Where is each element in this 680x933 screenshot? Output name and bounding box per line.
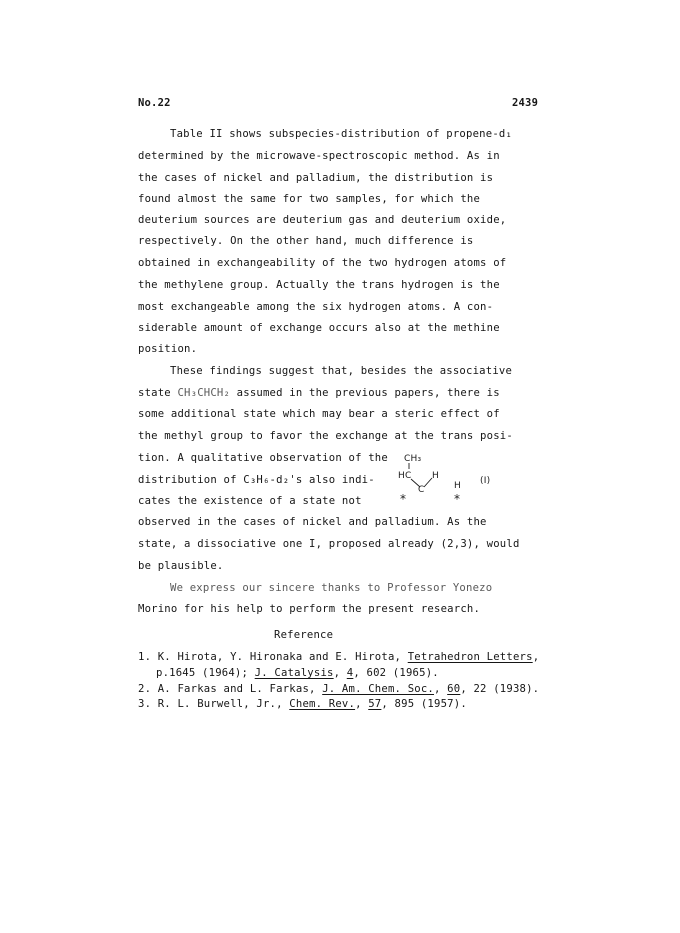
structure-methyl-label: CH₃	[404, 454, 422, 464]
paragraph-2-line-10: be plausible.	[138, 560, 224, 572]
reference-1-tail: ,	[532, 651, 540, 663]
structure-bond-right	[424, 478, 432, 487]
paragraph-1-line-9: most exchangeable among the six hydrogen atoms. A con-	[138, 301, 494, 313]
reference-1-continuation	[156, 667, 439, 679]
reference-3-journal: Chem. Rev.	[289, 698, 356, 710]
dissociative-state-structure	[392, 450, 512, 506]
paragraph-2-line-6: distribution of C₃H₆-d₂'s also indi-	[138, 474, 375, 486]
paragraph-2-line-2-start: state	[138, 387, 178, 399]
paragraph-1-line-6: respectively. On the other hand, much difference is	[138, 235, 474, 247]
structure-number-label: (I)	[480, 476, 491, 486]
paragraph-2-line-4: the methyl group to favor the exchange at the trans posi-	[138, 430, 513, 442]
reference-1-sep: ,	[333, 667, 347, 679]
reference-2-journal: J. Am. Chem. Soc.	[322, 683, 435, 695]
paragraph-2-line-1: These findings suggest that, besides the associative	[170, 365, 513, 377]
journal-issue-number: No.22	[138, 97, 171, 109]
reference-1-second-tail: , 602 (1965).	[353, 667, 439, 679]
reference-2-volume: 60	[447, 683, 461, 695]
reference-1-volume: 4	[346, 667, 354, 679]
paragraph-2-line-8: observed in the cases of nickel and palladium. As the	[138, 516, 487, 528]
reference-3-volume: 57	[368, 698, 382, 710]
paragraph-2-line-2-end: assumed in the previous papers, there is	[230, 387, 500, 399]
reference-1-second-journal: J. Catalysis	[254, 667, 334, 679]
reference-3	[138, 698, 467, 710]
reference-2-sep: ,	[434, 683, 448, 695]
reference-2	[138, 683, 539, 695]
reference-3-tail: , 895 (1957).	[381, 698, 467, 710]
reference-1	[138, 651, 539, 663]
paragraph-1-line-3: the cases of nickel and palladium, the distribution is	[138, 172, 494, 184]
paragraph-2-line-7: cates the existence of a state not	[138, 495, 362, 507]
reference-3-sep: ,	[355, 698, 369, 710]
paragraph-1-line-8: the methylene group. Actually the trans hydrogen is the	[138, 279, 500, 291]
acknowledgement-line-2: Morino for his help to perform the present research.	[138, 603, 481, 615]
reference-heading: Reference	[274, 629, 334, 641]
paragraph-1-line-1: Table II shows subspecies-distribution of propene-d₁	[170, 128, 513, 140]
paragraph-1-line-5: deuterium sources are deuterium gas and deuterium oxide,	[138, 214, 507, 226]
reference-3-number: 3.	[138, 698, 152, 710]
structure-bond-marker-left: *	[400, 492, 407, 506]
acknowledgement-line-1: We express our sincere thanks to Professor Yonezo	[170, 582, 493, 594]
paragraph-1-line-7: obtained in exchangeability of the two hydrogen atoms of	[138, 257, 507, 269]
associative-state-formula: CH₃CHCH₂	[177, 387, 231, 399]
structure-h-far-label: H	[454, 481, 461, 491]
paragraph-1-line-10: siderable amount of exchange occurs also at the methine	[138, 322, 500, 334]
reference-1-authors: K. Hirota, Y. Hironaka and E. Hirota,	[157, 651, 408, 663]
reference-1-journal: Tetrahedron Letters	[407, 651, 533, 663]
structure-center-carbon-label: C	[418, 485, 425, 495]
paragraph-2-line-9: state, a dissociative one I, proposed already (2,3), would	[138, 538, 520, 550]
reference-2-tail: , 22 (1938).	[460, 683, 540, 695]
paragraph-2-line-5: tion. A qualitative observation of the	[138, 452, 388, 464]
structure-h-upper-label: H	[432, 471, 439, 481]
reference-2-number: 2.	[138, 683, 152, 695]
reference-3-authors: R. L. Burwell, Jr.,	[157, 698, 290, 710]
paragraph-1-line-2: determined by the microwave-spectroscopic method. As in	[138, 150, 500, 162]
paragraph-1-line-11: position.	[138, 343, 198, 355]
reference-1-pages: p.1645 (1964);	[156, 667, 255, 679]
reference-1-number: 1.	[138, 651, 152, 663]
page-number: 2439	[512, 97, 539, 109]
structure-bond-marker-right: *	[454, 492, 461, 506]
reference-2-authors: A. Farkas and L. Farkas,	[157, 683, 323, 695]
paragraph-2-line-2	[138, 387, 500, 399]
structure-methine-label: HC	[398, 471, 412, 481]
paragraph-1-line-4: found almost the same for two samples, for which the	[138, 193, 481, 205]
paragraph-2-line-3: some additional state which may bear a steric effect of	[138, 408, 500, 420]
